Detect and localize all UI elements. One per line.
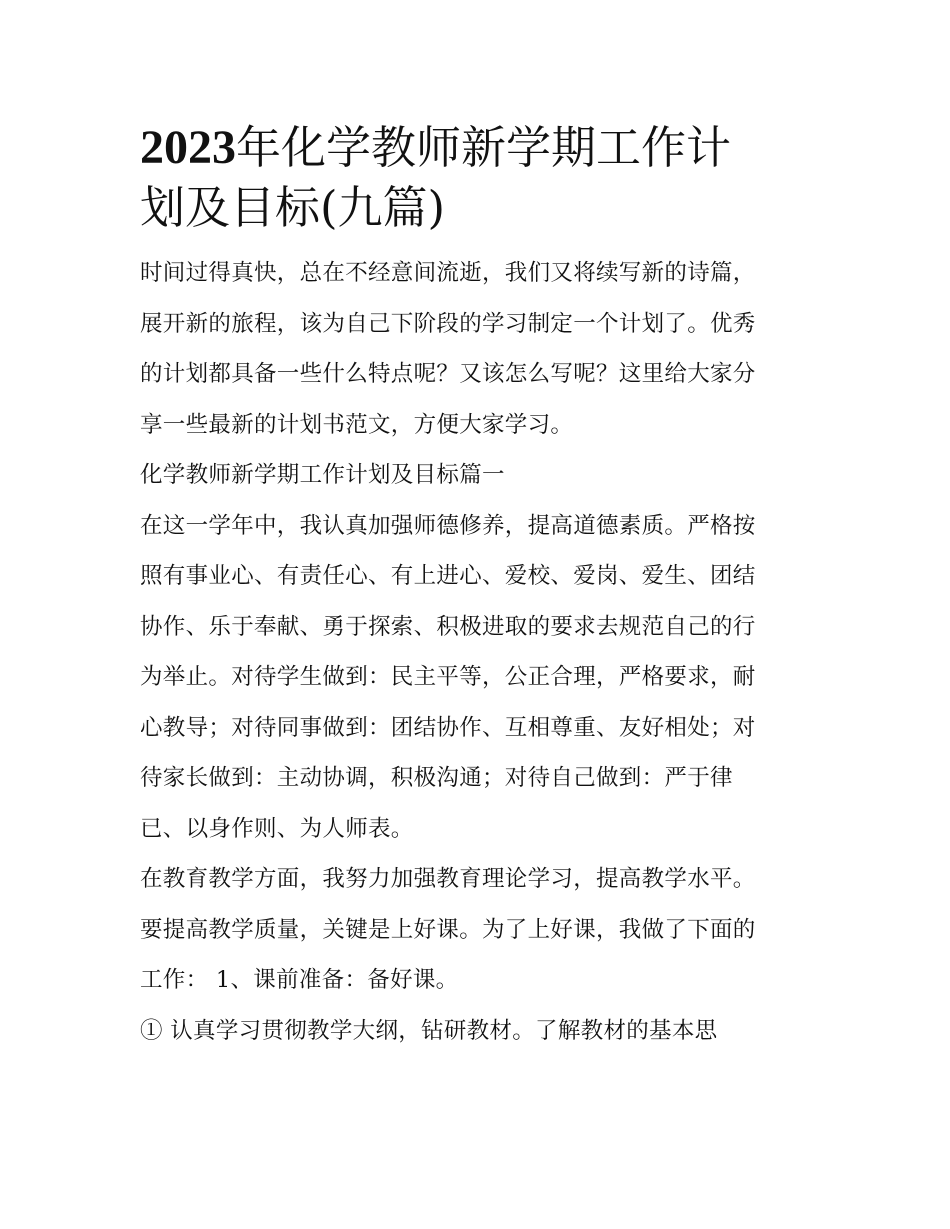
paragraph-line: 要提高教学质量，关键是上好课。为了上好课，我做了下面的 bbox=[140, 916, 756, 943]
paragraph-line: 为举止。对待学生做到：民主平等，公正合理，严格要求，耐 bbox=[140, 664, 756, 690]
title-line-1-rest: 年化学教师新学期工作计 bbox=[236, 121, 732, 174]
paragraph-line: ① 认真学习贯彻教学大纲，钻研教材。了解教材的基本思 bbox=[140, 1017, 718, 1044]
paragraph-line: 协作、乐于奉献、勇于探索、积极进取的要求去规范自己的行 bbox=[140, 613, 756, 640]
document-body bbox=[140, 248, 820, 1056]
title-line-2: 划及目标(九篇) bbox=[140, 181, 446, 234]
paragraph-line: 在这一学年中，我认真加强师德修养，提高道德素质。严格按 bbox=[140, 512, 756, 539]
document-title bbox=[140, 118, 820, 238]
paragraph-line: 已、以身作则、为人师表。 bbox=[140, 815, 414, 842]
title-year: 2023 bbox=[140, 121, 236, 174]
paragraph-line: 化学教师新学期工作计划及目标篇一 bbox=[140, 462, 505, 488]
paragraph bbox=[140, 854, 820, 1006]
paragraph-line: 待家长做到：主动协调，积极沟通；对待自己做到：严于律 bbox=[140, 765, 733, 791]
paragraph-line: 照有事业心、有责任心、有上进心、爱校、爱岗、爱生、团结 bbox=[140, 563, 756, 589]
paragraph-line: 在教育教学方面，我努力加强教育理论学习，提高教学水平。 bbox=[140, 866, 756, 892]
paragraph-line: 的计划都具备一些什么特点呢？又该怎么写呢？这里给大家分 bbox=[140, 361, 756, 387]
paragraph bbox=[140, 248, 820, 450]
paragraph-line: 时间过得真快，总在不经意间流逝，我们又将续写新的诗篇， bbox=[140, 260, 756, 286]
paragraph bbox=[140, 1006, 820, 1057]
paragraph-line: 工作： 1、课前准备：备好课。 bbox=[140, 967, 459, 993]
paragraph bbox=[140, 501, 820, 855]
paragraph bbox=[140, 450, 820, 501]
document-content bbox=[140, 118, 820, 1056]
paragraph-line: 展开新的旅程，该为自己下阶段的学习制定一个计划了。优秀 bbox=[140, 310, 756, 337]
paragraph-line: 享一些最新的计划书范文，方便大家学习。 bbox=[140, 411, 574, 438]
paragraph-line: 心教导；对待同事做到：团结协作、互相尊重、友好相处；对 bbox=[140, 714, 756, 741]
title-line-1 bbox=[140, 118, 820, 178]
